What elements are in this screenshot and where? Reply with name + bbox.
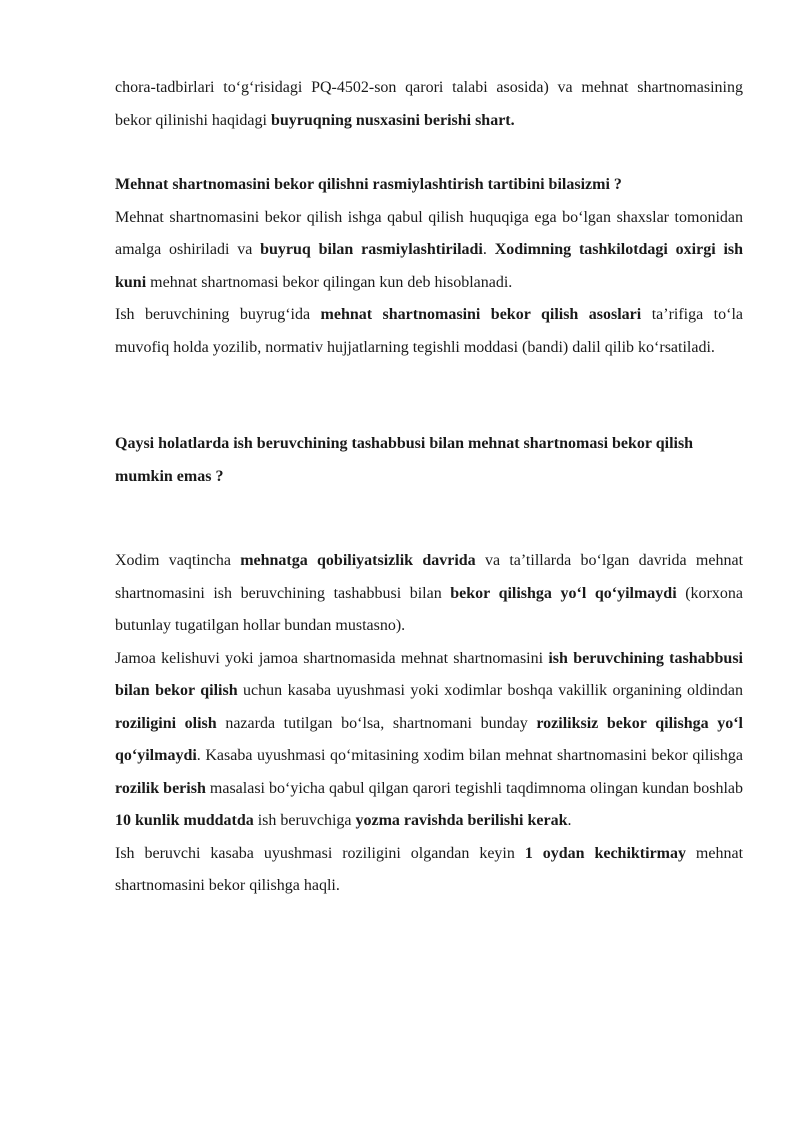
paragraph-temporary-disability — [115, 545, 743, 643]
text-segment: Xodim vaqtincha — [115, 552, 241, 569]
bold-segment: Xodimning tashkilotdagi oxirgi ish kuni — [115, 241, 744, 291]
heading-prohibited-cases: Qaysi holatlarda ish beruvchining tashabbusi bilan mehnat shartnomasi bekor qilish mumkin emas ? — [115, 435, 694, 485]
paragraph-intro — [115, 72, 743, 137]
text-segment: . — [482, 241, 495, 258]
text-segment: mehnat shartnomasini bekor qilishga haqli. — [115, 844, 744, 894]
document-page — [115, 72, 743, 903]
text-segment: . — [567, 812, 572, 829]
bold-segment: buyruq bilan rasmiylashtiriladi — [260, 241, 483, 258]
bold-segment: mehnat shartnomasini bekor qilish asoslari — [320, 306, 642, 323]
bold-segment: 1 oydan kechiktirmay — [524, 844, 686, 862]
text-segment: Ish beruvchi kasaba uyushmasi roziligini olgandan keyin — [115, 844, 525, 862]
text-segment: mehnat shartnomasi bekor qilingan kun deb hisoblanadi. — [146, 273, 513, 291]
paragraph-one-month-deadline — [115, 838, 743, 903]
paragraph-employer-order — [115, 299, 743, 364]
bold-segment: yozma ravishda berilishi kerak — [355, 812, 568, 829]
text-segment: Ish beruvchining buyrug‘ida — [115, 306, 321, 323]
bold-segment: roziligini olish — [115, 714, 217, 732]
bold-segment: bekor qilishga yo‘l qo‘yilmaydi — [450, 584, 677, 602]
paragraph-union-consent — [115, 643, 743, 838]
bold-segment: buyruqning nusxasini berishi shart. — [270, 111, 515, 129]
paragraph-termination-procedure — [115, 202, 743, 300]
bold-segment: roziliksiz bekor qilishga yo‘l qo‘yilmaydi — [115, 714, 743, 764]
heading-termination-procedure: Mehnat shartnomasini bekor qilishni rasmiylashtirish tartibini bilasizmi ? — [115, 176, 622, 193]
text-segment: ish beruvchiga — [253, 812, 356, 829]
text-segment: uchun kasaba uyushmasi yoki xodimlar boshqa vakillik organining oldindan — [237, 682, 743, 699]
text-segment: (korxona butunlay tugatilgan hollar bundan mustasno). — [115, 584, 743, 634]
bold-segment: ish beruvchining tashabbusi bilan bekor qilish — [115, 649, 744, 699]
text-segment: Jamoa kelishuvi yoki jamoa shartnomasida mehnat shartnomasini — [115, 649, 549, 667]
text-segment: masalasi bo‘yicha qabul qilgan qarori tegishli taqdimnoma olingan kundan boshlab — [205, 779, 743, 797]
text-segment: ta’rifiga to‘la muvofiq holda yozilib, normativ hujjatlarning tegishli moddasi (bandi) dalil qilib ko‘rsatiladi. — [115, 306, 743, 356]
text-segment: chora-tadbirlari to‘g‘risidagi PQ-4502-son qarori talabi asosida) va mehnat shartnomasining bekor qilinishi haqidagi — [115, 79, 743, 129]
text-segment: . Kasaba uyushmasi qo‘mitasining xodim bilan mehnat shartnomasini bekor qilishga — [196, 747, 743, 764]
bold-segment: mehnatga qobiliyatsizlik davrida — [240, 552, 476, 569]
text-segment: va ta’tillarda bo‘lgan davrida mehnat shartnomasini ish beruvchining tashabbusi bilan — [115, 552, 744, 602]
text-segment: nazarda tutilgan bo‘lsa, shartnomani bunday — [216, 714, 537, 732]
bold-segment: 10 kunlik muddatda — [115, 812, 254, 829]
bold-segment: rozilik berish — [115, 779, 206, 797]
text-segment: Mehnat shartnomasini bekor qilish ishga qabul qilish huquqiga ega bo‘lgan shaxslar tomonidan amalga oshiriladi va — [115, 208, 743, 258]
